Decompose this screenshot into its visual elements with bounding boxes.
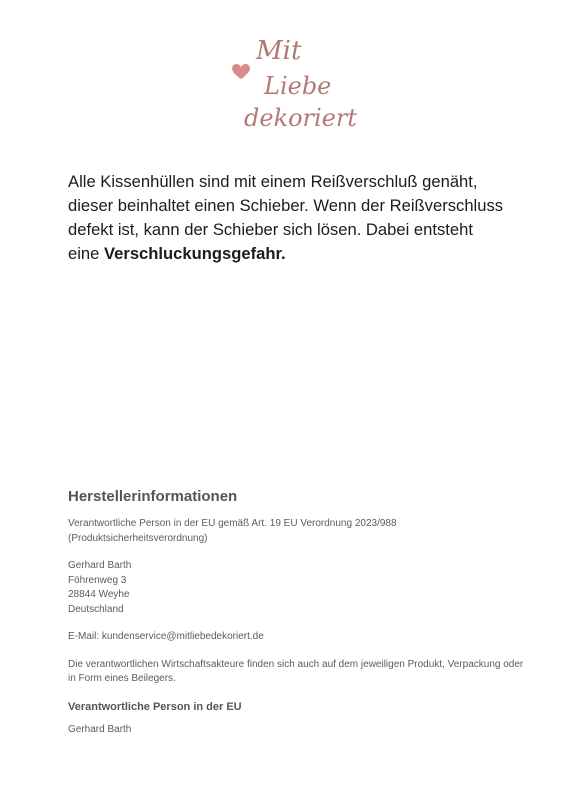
choking-warning	[68, 170, 508, 266]
warning-emphasis: Verschluckungsgefahr.	[103, 244, 286, 263]
address-street: Föhrenweg 3	[68, 574, 127, 586]
regulation-name: (Produktsicherheitsverordnung)	[68, 532, 208, 544]
address-block	[68, 559, 528, 617]
manufacturer-heading: Herstellerinformationen	[68, 488, 238, 505]
manufacturer-info	[68, 488, 528, 750]
eu-person-subheading: Verantwortliche Person in der EU	[68, 700, 242, 713]
heart-icon	[232, 64, 250, 80]
address-name: Gerhard Barth	[68, 560, 132, 571]
warning-text: Alle Kissenhüllen sind mit einem Reißverschluß genäht, dieser beinhaltet einen Schieber. Wenn der Reißverschluss defekt ist, kann der Schieber sich lösen. Dabei entsteht eine	[68, 172, 504, 263]
eu-person-name: Gerhard Barth	[68, 723, 132, 735]
brand-logo	[226, 32, 358, 132]
email-line: E-Mail: kundenservice@mitliebedekoriert.de	[68, 631, 264, 642]
economic-operators-note: Die verantwortlichen Wirtschaftsakteure finden sich auch auf dem jeweiligen Produkt, Verpackung oder in Form eines Beilegers.	[68, 658, 524, 684]
responsible-person-note	[68, 517, 528, 546]
logo-word-mit: Mit	[256, 36, 302, 66]
logo-word-dekoriert: dekoriert	[244, 104, 358, 132]
address-city: 28844 Weyhe	[68, 589, 130, 600]
regulation-line: Verantwortliche Person in der EU gemäß Art. 19 EU Verordnung 2023/988	[68, 518, 397, 529]
logo-word-liebe: Liebe	[264, 72, 332, 100]
address-country: Deutschland	[68, 603, 124, 615]
